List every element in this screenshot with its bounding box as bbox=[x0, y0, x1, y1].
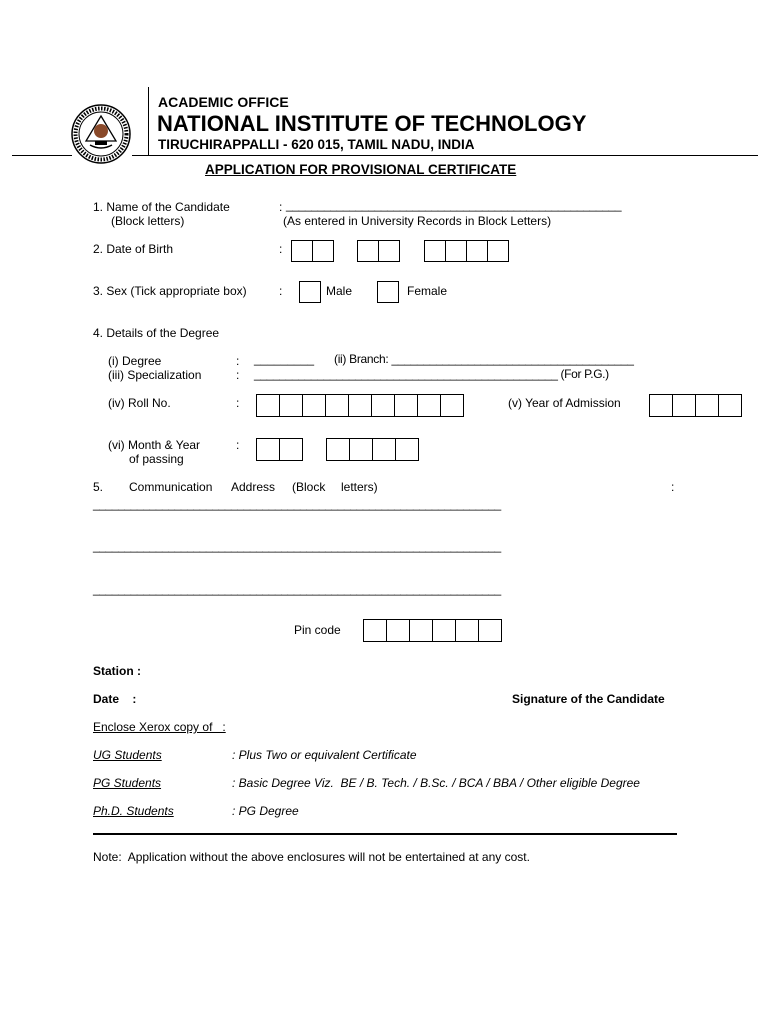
header-rule-right bbox=[132, 155, 758, 156]
roll-colon: : bbox=[236, 396, 240, 410]
q5-word-address: Address bbox=[231, 480, 276, 494]
enclose-label: Enclose Xerox copy of : bbox=[93, 720, 226, 734]
enclosure-who: Ph.D. Students bbox=[93, 804, 174, 818]
dob-year-boxes[interactable] bbox=[424, 240, 508, 262]
form-title: APPLICATION FOR PROVISIONAL CERTIFICATE bbox=[205, 162, 517, 177]
enclosure-who: UG Students bbox=[93, 748, 162, 762]
roll-label: (iv) Roll No. bbox=[108, 396, 171, 410]
date-label: Date : bbox=[93, 692, 137, 706]
degree-label: (i) Degree bbox=[108, 354, 162, 368]
q4-label: 4. Details of the Degree bbox=[93, 326, 220, 340]
female-label: Female bbox=[407, 284, 448, 298]
month-year-sub: of passing bbox=[129, 452, 184, 466]
q1-hint: (As entered in University Records in Block Letters) bbox=[283, 214, 552, 228]
year-admission-boxes[interactable] bbox=[649, 394, 741, 417]
roll-number-boxes[interactable] bbox=[256, 394, 463, 417]
passing-year-boxes[interactable] bbox=[326, 438, 418, 461]
dob-month-boxes[interactable] bbox=[357, 240, 399, 262]
enclosure-what: : PG Degree bbox=[232, 804, 299, 818]
note-text: Note: Application without the above enclosures will not be entertained at any cost. bbox=[93, 850, 530, 864]
q5-word-letters: letters) bbox=[341, 480, 378, 494]
q1-sub: (Block letters) bbox=[111, 214, 185, 228]
station-label: Station : bbox=[93, 664, 141, 678]
specialization-field[interactable]: ________________________________________________ (For P.G.) bbox=[254, 367, 609, 381]
specialization-label: (iii) Specialization bbox=[108, 368, 202, 382]
address-line-1[interactable]: _________________________________________________________________ bbox=[93, 497, 501, 511]
institute-name: NATIONAL INSTITUTE OF TECHNOLOGY bbox=[157, 111, 587, 136]
q5-word-block: (Block bbox=[292, 480, 326, 494]
header-rule-left bbox=[12, 155, 72, 156]
specialization-colon: : bbox=[236, 368, 240, 382]
pin-code-boxes[interactable] bbox=[363, 619, 501, 642]
branch-field[interactable]: (ii) Branch: ______________________________________ bbox=[334, 352, 634, 366]
enclosure-what: : Plus Two or equivalent Certificate bbox=[232, 748, 417, 762]
pin-code-label: Pin code bbox=[294, 623, 341, 637]
office-name: ACADEMIC OFFICE bbox=[158, 94, 289, 110]
passing-month-boxes[interactable] bbox=[256, 438, 302, 461]
month-year-colon: : bbox=[236, 438, 240, 452]
month-year-label: (vi) Month & Year bbox=[108, 438, 201, 452]
name-field[interactable]: _____________________________________________________ bbox=[286, 198, 622, 212]
q5-number: 5. bbox=[93, 480, 104, 494]
address-line-2[interactable]: _________________________________________________________________ bbox=[93, 539, 501, 553]
q5-word-communication: Communication bbox=[129, 480, 213, 494]
institute-address: TIRUCHIRAPPALLI - 620 015, TAMIL NADU, INDIA bbox=[158, 137, 475, 152]
q3-label: 3. Sex (Tick appropriate box) bbox=[93, 284, 247, 298]
header-divider bbox=[148, 87, 149, 155]
male-checkbox[interactable] bbox=[299, 281, 321, 303]
enclosure-who: PG Students bbox=[93, 776, 162, 790]
q3-colon: : bbox=[279, 284, 283, 298]
q1-label: 1. Name of the Candidate bbox=[93, 200, 230, 214]
q5-colon: : bbox=[671, 480, 675, 494]
year-admission-label: (v) Year of Admission bbox=[508, 396, 621, 410]
female-checkbox[interactable] bbox=[377, 281, 399, 303]
address-line-3[interactable]: _________________________________________________________________ bbox=[93, 582, 501, 596]
q2-colon: : bbox=[279, 242, 283, 256]
institute-seal-icon bbox=[70, 103, 132, 165]
degree-colon: : bbox=[236, 354, 240, 368]
footer-rule bbox=[93, 833, 677, 835]
q2-label: 2. Date of Birth bbox=[93, 242, 174, 256]
male-label: Male bbox=[326, 284, 353, 298]
q1-colon: : bbox=[279, 200, 283, 214]
dob-day-boxes[interactable] bbox=[291, 240, 333, 262]
signature-label: Signature of the Candidate bbox=[512, 692, 665, 706]
enclosure-what: : Basic Degree Viz. BE / B. Tech. / B.Sc. / BCA / BBA / Other eligible Degree bbox=[232, 776, 640, 790]
degree-field[interactable]: _________ bbox=[254, 352, 315, 366]
